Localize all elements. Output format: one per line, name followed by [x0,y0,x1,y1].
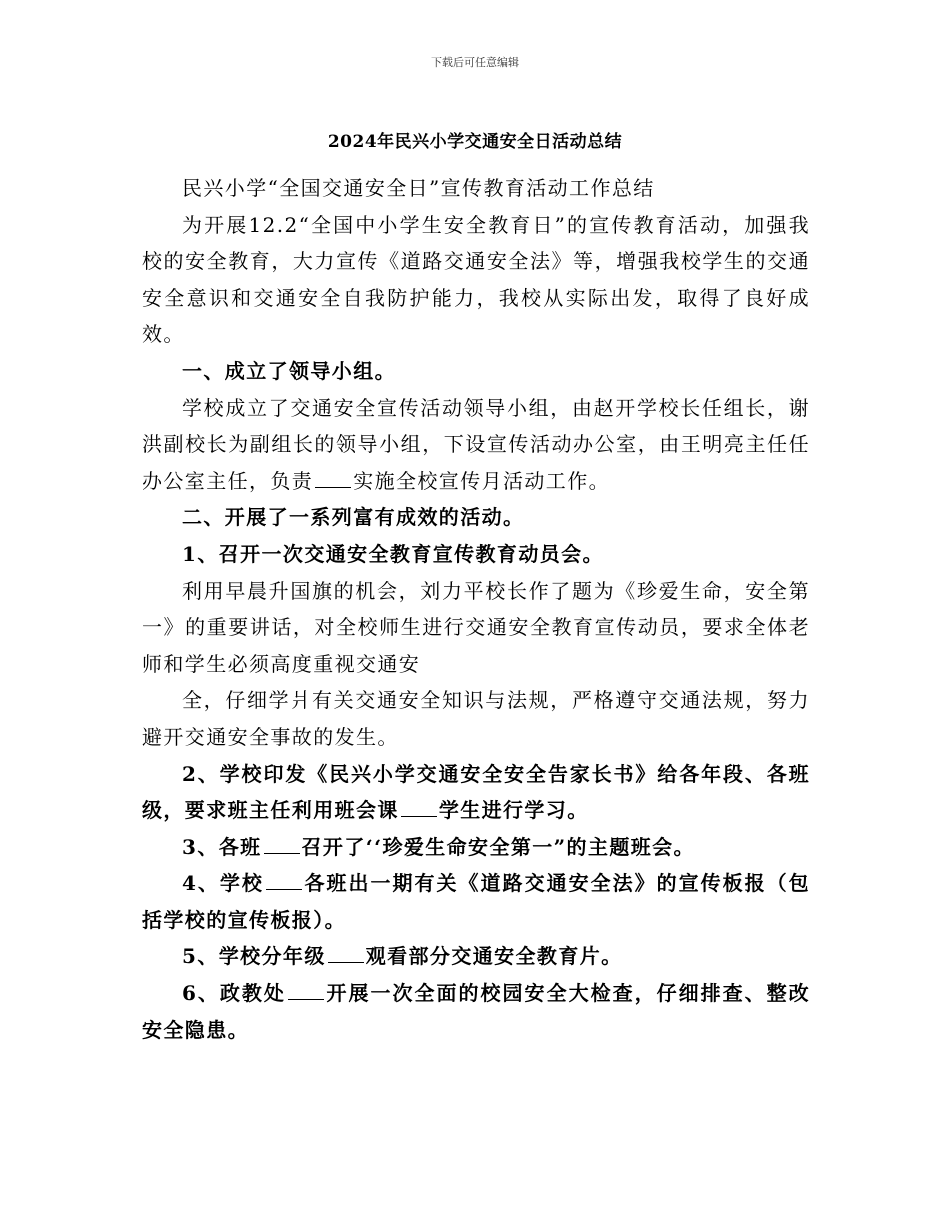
paragraph-text: 二、开展了一系列富有成效的活动。 [182,505,525,530]
paragraph-text: 全，仔细学爿有关交通安全知识与法规，严格遵守交通法规，努力避开交通安全事故的发生。 [142,688,810,749]
fill-in-blank [401,796,437,817]
paragraph-text: 1、召开一次交通安全教育宣传教育动员会。 [182,541,604,566]
document-body [142,170,810,1048]
paragraph-text: 学生进行学习。 [438,798,589,823]
document-title: 2024年民兴小学交通安全日活动总结 [327,132,623,152]
paragraph-text: 观看部分交通安全教育片。 [365,944,623,969]
paragraph-section-2-heading [142,499,810,536]
paragraph-item-1-body-a [142,573,810,683]
paragraph-text: 3、各班 [182,834,262,859]
paragraph-item-3 [142,829,810,866]
fill-in-blank [264,833,300,854]
paragraph-text: 民兴小学“全国交通安全日”宣传教育活动工作总结 [182,176,655,200]
paragraph-intro [142,207,810,353]
paragraph-text: 召开了‘‘珍爱生命安全第一”的主题班会。 [301,834,695,859]
paragraph-item-1-heading [142,536,810,573]
paragraph-item-5 [142,938,810,975]
paragraph-text: 5、学校分年级 [182,944,326,969]
fill-in-blank [328,942,364,963]
paragraph-text: 实施全校宣传月活动工作。 [353,468,611,493]
fill-in-blank [288,979,324,1000]
paragraph-text: 学校成立了交通安全宣传活动领导小组，由赵开学校长任组长，谢洪副校长为副组长的领导小组，下设宣传活动办公室，由王明亮主任任办公室主任，负责 [142,395,810,493]
paragraph-text: 利用早晨升国旗的机会，刘力平校长作了题为《珍爱生命，安全第一》的重要讲话，对全校师生进行交通安全教育宣传动员，要求全体老师和学生必须高度重视交通安 [142,578,810,676]
paragraph-item-2 [142,756,810,829]
paragraph-text: 为开展12.2“全国中小学生安全教育日”的宣传教育活动，加强我校的安全教育，大力宣传《道路交通安全法》等，增强我校学生的交通安全意识和交通安全自我防护能力，我校从实际出发，取得了良好成效。 [142,212,810,347]
paragraph-text: 开展一次全面的校园安全大检查，仔细排查、整改安全隐患。 [142,981,810,1042]
paragraph-item-6 [142,975,810,1048]
fill-in-blank [266,869,302,890]
paragraph-item-4 [142,865,810,938]
paragraph-section-1-heading [142,353,810,390]
paragraph-text: 4、学校 [182,871,264,896]
paragraph-text: 2、学校印发《民兴小学交通安全安全告家长书》给各年段、各班级，要求班主任利用班会课 [142,761,810,823]
paragraph-section-1-body [142,390,810,500]
fill-in-blank [315,467,351,488]
paragraph-text: 各班出一期有关《道路交通安全法》的宣传板报（包括学校的宣传板报）。 [142,871,810,932]
paragraph-text: 6、政教处 [182,981,286,1006]
paragraph-text: 一、成立了领导小组。 [182,358,396,383]
header-note: 下载后可任意编辑 [431,56,519,69]
paragraph-item-1-body-b [142,682,810,755]
paragraph-subtitle [142,170,810,207]
